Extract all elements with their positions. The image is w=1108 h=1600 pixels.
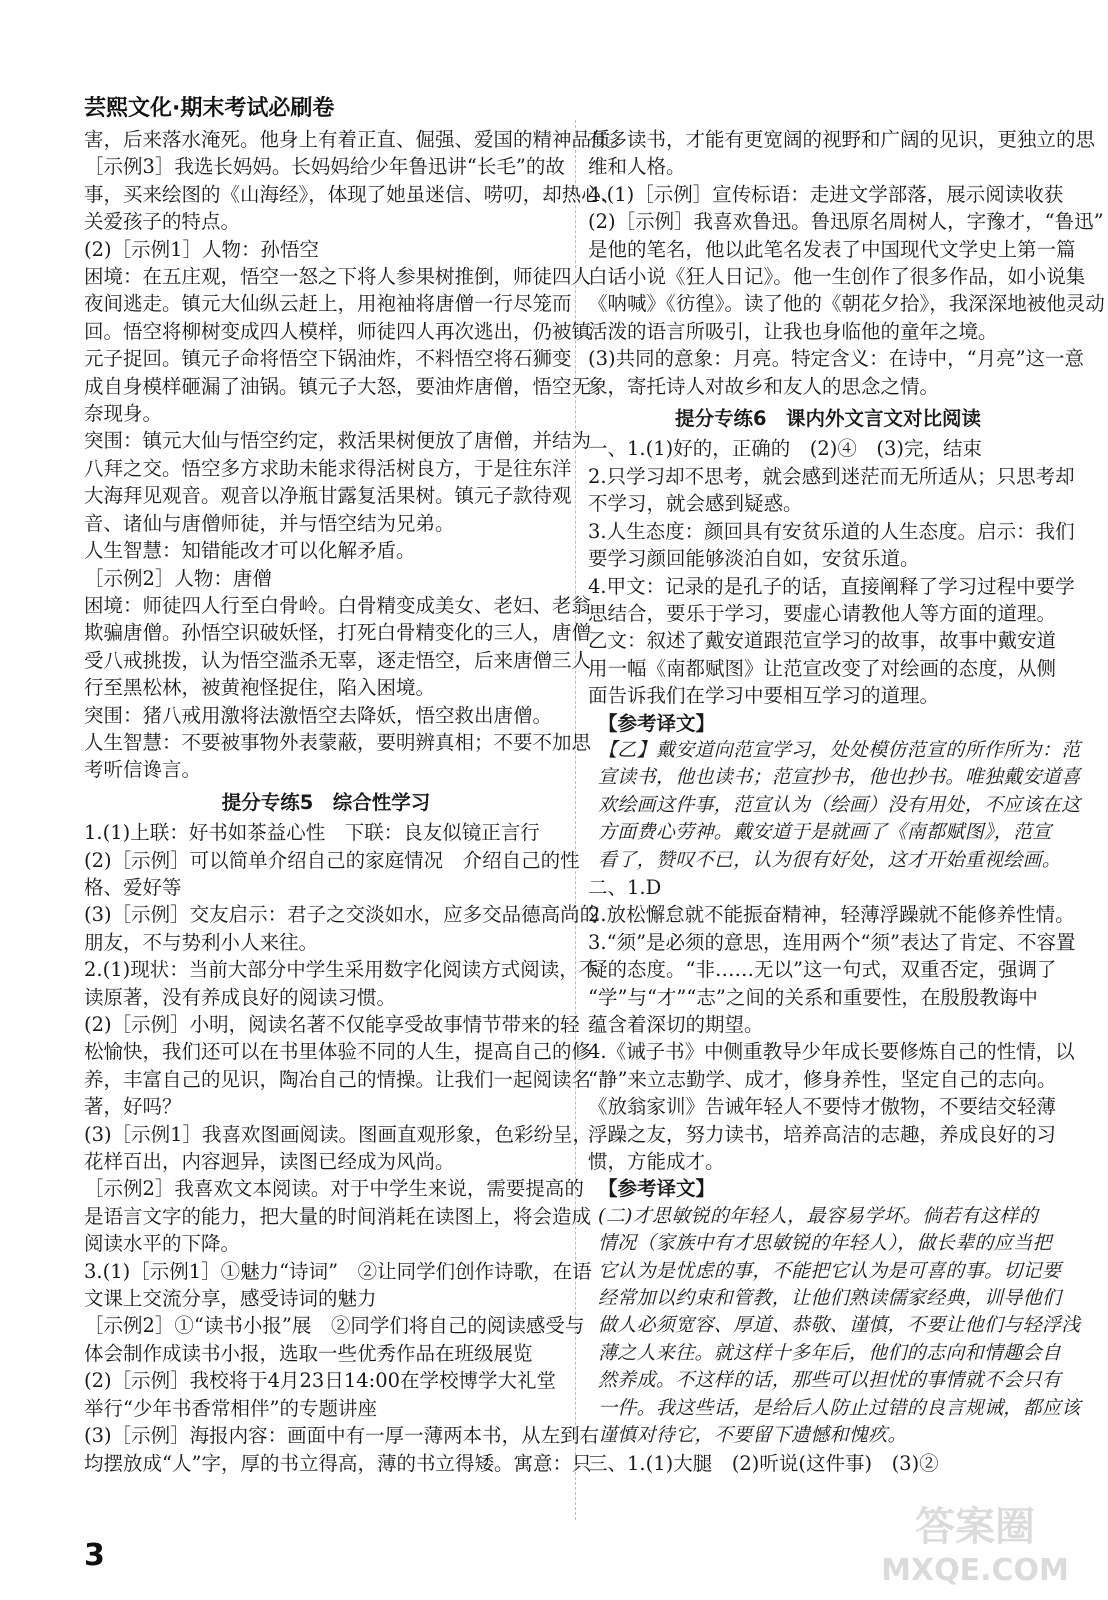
text-line: 八拜之交。悟空多方求助未能求得活树良方，于是往东洋 [84, 456, 572, 480]
text-line: 4.甲文：记录的是孔子的话，直接阐释了学习过程中要学 [588, 574, 1075, 598]
right-answers-part2 [588, 435, 1075, 709]
text-line: 体会制作成读书小报，选取一些优秀作品在班级展览 [84, 1341, 533, 1365]
reference-translation-2 [588, 1203, 1081, 1450]
text-line: 浮躁之友，努力读书，培养高洁的志趣，养成良好的习 [588, 1122, 1057, 1146]
text-line: (二)才思敏锐的年轻人，最容易学坏。倘若有这样的 [598, 1204, 1039, 1227]
text-line: 然养成。不这样的话，那些可以担忧的事情就不会只有 [598, 1369, 1062, 1392]
text-line: 突围：镇元大仙与悟空约定，救活果树便放了唐僧，并结为 [84, 429, 592, 453]
text-line: 人生智慧：知错能改才可以化解矛盾。 [84, 539, 416, 563]
text-line: 有多读书，才能有更宽阔的视野和广阔的见识，更独立的思 [588, 128, 1096, 151]
text-line: 阅读水平的下降。 [84, 1232, 241, 1256]
text-line: 3.人生态度：颜回具有安贫乐道的人生态度。启示：我们 [588, 519, 1075, 543]
text-line: 困境：在五庄观，悟空一怒之下将人参果树推倒，师徒四人 [84, 265, 592, 289]
text-line: 象，寄托诗人对故乡和友人的思念之情。 [588, 374, 940, 398]
text-line: 格、爱好等 [84, 875, 182, 899]
text-line: 维和人格。 [588, 155, 686, 179]
text-line: 均摆放成“人”字，厚的书立得高，薄的书立得矮。寓意：只 [84, 1451, 592, 1475]
text-line: 2.(1)现状：当前大部分中学生采用数字化阅读方式阅读，不 [84, 958, 599, 982]
text-line: “静”来立志勤学、成才，修身养性，坚定自己的志向。 [588, 1067, 1057, 1091]
text-line: 不学习，就会感到疑惑。 [588, 492, 803, 516]
text-line: 2.只学习却不思考，就会感到迷茫而无所适从；只思考却 [588, 464, 1075, 488]
text-line: 养，丰富自己的见识，陶冶自己的情操。让我们一起阅读名 [84, 1067, 592, 1091]
text-line: 朋友，不与势利小人来往。 [84, 930, 319, 954]
text-line: 大海拜见观音。观音以净瓶甘露复活果树。镇元子款待观 [84, 484, 572, 508]
text-line: 举行“少年书香常相伴”的专题讲座 [84, 1396, 377, 1420]
page-number: 3 [84, 1538, 105, 1573]
text-line: 一、1.(1)好的，正确的 (2)④ (3)完，结束 [588, 437, 982, 461]
reference-translation-label: 【参考译文】 [598, 1177, 716, 1201]
text-line: 看了，赞叹不已，认为很有好处，这才开始重视绘画。 [598, 848, 1062, 871]
text-line: (2)［示例］可以简单介绍自己的家庭情况 介绍自己的性 [84, 848, 580, 872]
text-line: 白话小说《狂人日记》。他一生创作了很多作品，如小说集 [588, 265, 1086, 289]
text-line: 方面费心劳神。戴安道于是就画了《南都赋图》，范宣 [598, 821, 1052, 844]
text-line: 花样百出，内容迥异，读图已经成为风尚。 [84, 1150, 455, 1174]
text-line: 乙文：叙述了戴安道跟范宣学习的故事，故事中戴安道 [588, 629, 1057, 653]
watermark-line2: MXQE.COM [881, 1553, 1069, 1588]
text-line: 著，好吗？ [84, 1095, 182, 1119]
text-line: 元子捉回。镇元子命将悟空下锅油炸，不料悟空将石狮变 [84, 347, 572, 371]
text-line: 文课上交流分享，感受诗词的魅力 [84, 1287, 377, 1311]
text-line: 蕴含着深切的期望。 [588, 1013, 764, 1036]
text-line: 活泼的语言所吸引，让我也身临他的童年之境。 [588, 319, 998, 343]
text-line: 人生智慧：不要被事物外表蒙蔽，要明辨真相；不要不加思 [84, 730, 592, 754]
text-line: 关爱孩子的特点。 [84, 210, 241, 234]
text-line: 情况（家族中有才思敏锐的年轻人），做长辈的应当把 [598, 1232, 1052, 1255]
text-line: “学”与“才”“志”之间的关系和重要性，在殷殷教诲中 [588, 985, 1038, 1009]
text-line: 3.“须”是必须的意思，连用两个“须”表达了肯定、不容置 [588, 930, 1076, 954]
text-line: 奈现身。 [84, 402, 163, 426]
reference-translation-label: 【参考译文】 [598, 711, 716, 735]
text-line: 欢绘画这件事，范宣认为（绘画）没有用处，不应该在这 [598, 793, 1081, 816]
text-line: 行至黑松林，被黄袍怪捉住，陷入困境。 [84, 676, 436, 700]
text-line: 事，买来绘图的《山海经》，体现了她虽迷信、唠叨，却热心、 [84, 182, 621, 206]
text-line: 【乙】戴安道向范宣学习，处处模仿范宣的所作所为：范 [598, 738, 1081, 761]
text-line: 经常加以约束和管教，让他们熟读儒家经典，训导他们 [598, 1287, 1062, 1310]
text-line: 是语言文字的能力，把大量的时间消耗在读图上，将会造成 [84, 1204, 592, 1228]
text-line: 思结合，要乐于学习，要虚心请教他人等方面的道理。 [588, 601, 1057, 625]
text-line: 《放翁家训》告诫年轻人不要恃才傲物，不要结交轻薄 [588, 1095, 1057, 1119]
text-line: 是他的笔名，他以此笔名发表了中国现代文学史上第一篇 [588, 237, 1076, 261]
left-answers-part2 [84, 819, 600, 1477]
text-line: ［示例2］我喜欢文本阅读。对于中学生来说，需要提高的 [84, 1177, 584, 1201]
text-line: 松愉快，我们还可以在书里体验不同的人生，提高自己的修 [84, 1040, 592, 1064]
text-line: 要学习颜回能够淡泊自如，安贫乐道。 [588, 547, 920, 571]
text-line: 疑的态度。“非……无以”这一句式，双重否定，强调了 [588, 958, 1057, 982]
text-line: (2)［示例］我校将于4月23日14:00在学校博学大礼堂 [84, 1369, 557, 1393]
text-line: ［示例2］①“读书小报”展 ②同学们将自己的阅读感受与 [84, 1314, 585, 1338]
text-line: (3)共同的意象：月亮。特定含义：在诗中，“月亮”这一意 [588, 347, 1085, 371]
text-line: 夜间逃走。镇元大仙纵云赶上，用袍袖将唐僧一行尽笼而 [84, 292, 572, 316]
text-line: (3)［示例］海报内容：画面中有一厚一薄两本书，从左到右 [84, 1424, 600, 1448]
text-line: ［示例3］我选长妈妈。长妈妈给少年鲁迅讲“长毛”的故 [84, 155, 565, 179]
text-line: 二、1.D [588, 875, 662, 899]
text-line: 受八戒挑拨，认为悟空滥杀无辜，逐走悟空，后来唐僧三人 [84, 648, 592, 672]
reference-translation-1 [588, 737, 1081, 874]
text-line: 害，后来落水淹死。他身上有着正直、倔强、爱国的精神品质。 [84, 128, 631, 151]
text-line: 宣读书，他也读书；范宣抄书，他也抄书。唯独戴安道喜 [598, 766, 1081, 789]
text-line: (2)［示例］小明，阅读名著不仅能享受故事情节带来的轻 [84, 1013, 580, 1036]
text-line: 音、诸仙与唐僧师徒，并与悟空结为兄弟。 [84, 511, 455, 535]
text-line: 薄之人来往。就这样十多年后，他们的志向和情趣会自 [598, 1341, 1062, 1364]
answer-line: 三、1.(1)大腿 (2)听说(这件事) (3)② [588, 1451, 939, 1475]
text-line: (3)［示例］交友启示：君子之交淡如水，应多交品德高尚的 [84, 903, 600, 927]
text-line: (2)［示例1］人物：孙悟空 [84, 237, 320, 261]
text-line: 谨慎对待它，不要留下遗憾和愧疚。 [598, 1424, 907, 1447]
text-line: 面告诉我们在学习中要相互学习的道理。 [588, 684, 940, 708]
text-line: 读原著，没有养成良好的阅读习惯。 [84, 985, 397, 1009]
text-line: ［示例2］人物：唐僧 [84, 566, 272, 590]
text-line: 考听信谗言。 [84, 758, 202, 782]
right-answers-part1 [588, 126, 1105, 400]
left-answers-part1 [84, 126, 631, 784]
text-line: 困境：师徒四人行至白骨岭。白骨精变成美女、老妇、老翁 [84, 593, 592, 617]
section-title-5: 提分专练5 综合性学习 [221, 790, 431, 814]
text-line: 1.(1)上联：好书如茶益心性 下联：良友似镜正言行 [84, 821, 540, 845]
text-line: 它认为是忧虑的事，不能把它认为是可喜的事。切记要 [598, 1259, 1062, 1282]
text-line: 欺骗唐僧。孙悟空识破妖怪，打死白骨精变化的三人，唐僧 [84, 621, 592, 645]
text-line: 4.《诫子书》中侧重教导少年成长要修炼自己的性情，以 [588, 1040, 1075, 1064]
text-line: 2.放松懈怠就不能振奋精神，轻薄浮躁就不能修养性情。 [588, 903, 1075, 927]
text-line: 成自身模样砸漏了油锅。镇元子大怒，要油炸唐僧，悟空无 [84, 374, 592, 398]
text-line: 一件。我这些话，是给后人防止过错的良言规诫，都应该 [598, 1396, 1081, 1419]
text-line: 用一幅《南都赋图》让范宣改变了对绘画的态度，从侧 [588, 656, 1057, 680]
section-title-6: 提分专练6 课内外文言文对比阅读 [674, 407, 982, 431]
text-line: 4.(1)［示例］宣传标语：走进文学部落，展示阅读收获 [588, 182, 1064, 206]
text-line: 3.(1)［示例1］①魅力“诗词” ②让同学们创作诗歌，在语 [84, 1259, 592, 1283]
right-column [588, 126, 1105, 1477]
watermark-line1: 答案圈 [915, 1504, 1035, 1550]
watermark-logo [860, 1496, 1090, 1588]
right-answers-part3 [588, 874, 1076, 1175]
text-line: 回。悟空将柳树变成四人模样，师徒四人再次逃出，仍被镇 [84, 319, 592, 343]
text-line: 惯，方能成才。 [588, 1150, 725, 1174]
text-line: 做人必须宽容、厚道、恭敬、谨慎，不要让他们与轻浮浅 [598, 1314, 1081, 1337]
text-line: (3)［示例1］我喜欢图画阅读。图画直观形象，色彩纷呈， [84, 1122, 593, 1146]
text-line: (2)［示例］我喜欢鲁迅。鲁迅原名周树人，字豫才，“鲁迅” [588, 210, 1104, 234]
page-header: 芸熙文化·期末考试必刷卷 [84, 96, 335, 121]
text-line: 《呐喊》《彷徨》。读了他的《朝花夕拾》，我深深地被他灵动 [588, 292, 1105, 316]
text-line: 突围：猪八戒用激将法激悟空去降妖，悟空救出唐僧。 [84, 703, 553, 727]
